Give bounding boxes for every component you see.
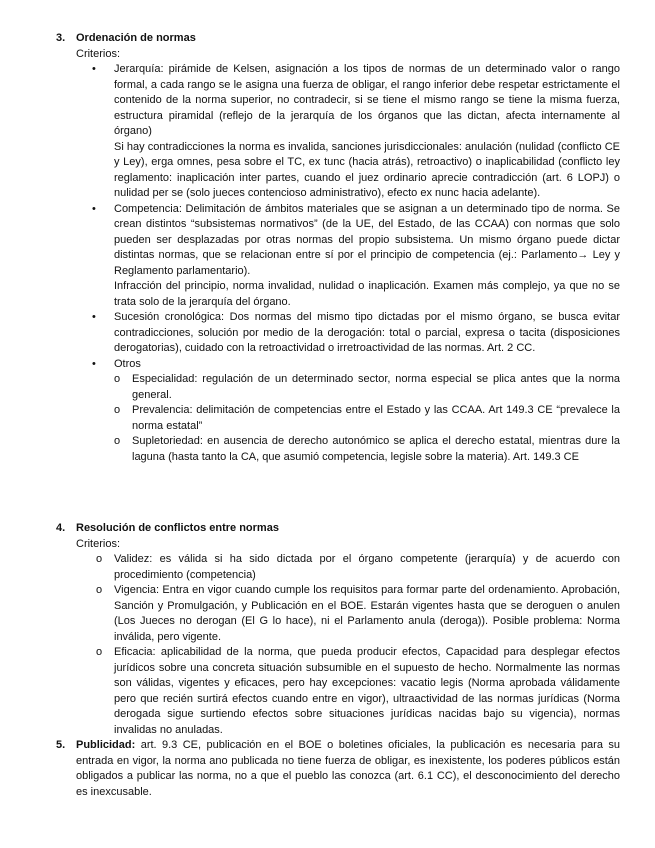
section-5-paragraph bbox=[76, 738, 620, 800]
sub-item-prevalencia bbox=[36, 403, 620, 434]
section-5-title: Publicidad: bbox=[76, 739, 136, 751]
eficacia-text: Eficacia: aplicabilidad de la norma, que pueda producir efectos, Capacidad para desplegar efectos jurídicos sobre una concreta situación subsumible en el supuesto de hecho. Normalmente las normas son válidas, vigentes y eficaces, pero hay excepciones: vacatio legis (Norma aprobada válidamente pero que recién surtirá efectos cuando entre en vigor), ultraactividad de las normas jurídicas (Norma derogada sigue surtiendo efectos sobre situaciones jurídicas nacidas bajo su vigencia), normas invalidas no anuladas. bbox=[114, 646, 620, 736]
sub-bullet-icon: o bbox=[114, 435, 121, 447]
validez-text: Validez: es válida si ha sido dictada por el órgano competente (jerarquía) y de acuerdo con procedimiento (competencia) bbox=[114, 553, 620, 581]
jerarquia-text: Jerarquía: pirámide de Kelsen, asignación a los tipos de normas de un determinado valor o rango formal, a cada rango se le asigna una fuerza de obligar, el rango inferior debe respetar estrictamente el contenido de la norma superior, no contradecir, si se tiene el mismo rango se tiene la misma fuerza, estructura piramidal (reflejo de la jerarquía de los órganos que las dictan, afecta internamente al órgano) bbox=[114, 63, 620, 137]
sub-bullet-icon: o bbox=[114, 404, 121, 416]
section-4-criterios-label: Criterios: bbox=[76, 537, 121, 550]
sub-bullet-icon: o bbox=[96, 584, 103, 596]
list-item-otros bbox=[56, 357, 620, 373]
list-item-jerarquia bbox=[56, 62, 620, 202]
list-item-sucesion bbox=[56, 310, 620, 357]
section-5-number: 5. bbox=[56, 739, 66, 751]
sub-bullet-icon: o bbox=[96, 646, 103, 658]
section-4-list bbox=[56, 552, 620, 738]
sub-item-vigencia bbox=[56, 583, 620, 645]
bullet-icon: • bbox=[92, 63, 96, 75]
supletoriedad-text: Supletoriedad: en ausencia de derecho autonómico se aplica el derecho estatal, mientras dure la laguna (hasta tanto la CA, que asumió competencia, legisle sobre la materia). Art. 149.3 CE bbox=[132, 435, 620, 463]
section-4 bbox=[56, 521, 620, 738]
section-3-list bbox=[56, 62, 620, 372]
section-3 bbox=[56, 31, 620, 465]
section-5-text: art. 9.3 CE, publicación en el BOE o boletines oficiales, la publicación es necesaria para su entrada en vigor, la norma ano publicada no tiene fuerza de obligar, es inexistente, los poderes públicos están obligados a publicar las norma, no a que el pueblo las conozca (art. 6.1 CC), el desconocimiento del derecho es inexcusable. bbox=[76, 739, 620, 798]
list-item-competencia bbox=[56, 202, 620, 311]
sucesion-text: Sucesión cronológica: Dos normas del mismo tipo dictadas por el mismo órgano, se busca evitar contradicciones, solución por medio de la derogación: total o parcial, expresa o tacita (disposiciones derogatorias), cuidado con la retroactividad o irretroactividad de las normas. Art. 2 CC. bbox=[114, 311, 620, 354]
sub-bullet-icon: o bbox=[96, 553, 103, 565]
sub-item-validez bbox=[56, 552, 620, 583]
otros-label: Otros bbox=[114, 357, 141, 370]
section-3-criterios-label: Criterios: bbox=[76, 47, 121, 60]
competencia-infraccion-text: Infracción del principio, norma invalidad, nulidad o inaplicación. Examen más complejo, ya que no se trata solo de la jerarquía del órgano. bbox=[114, 280, 620, 308]
sub-item-eficacia bbox=[56, 645, 620, 738]
bullet-icon: • bbox=[92, 202, 96, 215]
jerarquia-sanciones-text: Si hay contradicciones la norma es invalida, sanciones jurisdiccionales: anulación (nulidad (conflicto CE y Ley), erga omnes, pesa sobre el TC, ex tunc (hacia atrás), retroactivo) o inaplicabilidad (conflicto ley reglamento: inaplicación inter partes, cuando el juez ordinario aprecie contradicción (art. 6 LOPJ) o nulidad per se (solo jueces contencioso administrativo), efecto ex nunc hacia adelante). bbox=[114, 140, 620, 199]
bullet-icon: • bbox=[92, 357, 96, 370]
sub-item-supletoriedad bbox=[36, 434, 620, 465]
section-3-number: 3. bbox=[56, 32, 66, 44]
section-4-number: 4. bbox=[56, 522, 66, 534]
prevalencia-text: Prevalencia: delimitación de competencias entre el Estado y las CCAA. Art 149.3 CE “prevalece la norma estatal” bbox=[132, 404, 620, 432]
bullet-icon: • bbox=[92, 311, 96, 323]
section-5 bbox=[56, 738, 620, 800]
section-4-title: Resolución de conflictos entre normas bbox=[76, 522, 279, 534]
vigencia-text: Vigencia: Entra en vigor cuando cumple los requisitos para formar parte del ordenamiento. Aprobación, Sanción y Promulgación, y Publicación en el BOE. Estarán vigentes hasta que se deroguen o anulen (Los Jueces no derogan (El G lo hace), ni el Parlamento anula (deroga)). Posible problema: Norma inválida, pero vigente. bbox=[114, 584, 620, 643]
especialidad-text: Especialidad: regulación de un determinado sector, norma especial se plica antes que la norma general. bbox=[132, 373, 620, 401]
competencia-text: Competencia: Delimitación de ámbitos materiales que se asignan a un determinado tipo de norma. Se crean distintos “subsistemas normativos” (de la UE, del Estado, de las CCAA) con normas que solo pueden ser desplazadas por otras normas del propio subsistema. Un mismo órgano puede dictar distintas normas, que se relacionan entre sí por el principio de competencia (ej.: Parlamento→ Ley y Reglamento parlamentario). bbox=[114, 202, 620, 277]
sub-bullet-icon: o bbox=[114, 373, 121, 385]
otros-sublist bbox=[36, 372, 620, 465]
section-3-title: Ordenación de normas bbox=[76, 32, 196, 44]
sub-item-especialidad bbox=[36, 372, 620, 403]
